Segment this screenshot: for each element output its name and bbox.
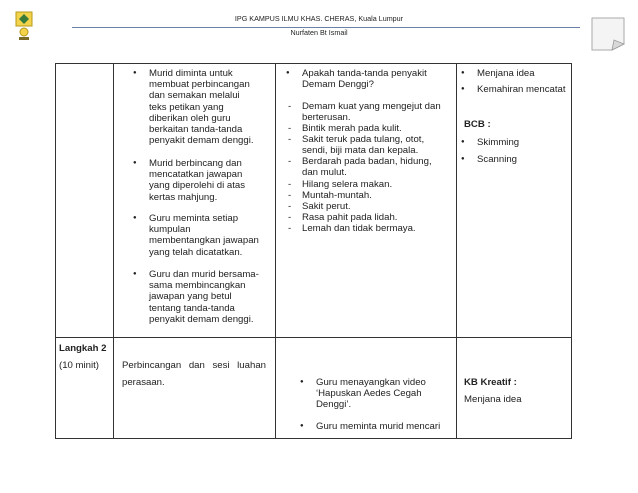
text-line: ● Apakah tanda-tanda penyakit [302,68,427,79]
text-line: ‘Hapuskan Aedes Cegah [316,388,422,400]
bcb-bullet: ● Scanning [477,154,517,165]
text-line: diberikan oleh guru [149,112,231,124]
text-line: berkaitan tanda-tanda [149,124,243,136]
text-line: yang diperolehi di atas [149,180,246,192]
text-line: - Sakit perut. [302,201,351,212]
symptom-item [302,223,416,234]
text-line: - Lemah dan tidak bermaya. [302,223,416,234]
symptom-item [302,212,397,223]
text-line: - Sakit teruk pada tulang, otot, [302,134,425,145]
text-line: jawapan yang betul [149,291,232,303]
column-divider [113,64,114,438]
symptom-item [302,101,441,123]
text-line: teks petikan yang [149,101,224,113]
activity-bullet [149,158,245,203]
content-bullet [316,377,426,411]
text-line: ● Guru dan murid bersama- [149,269,259,280]
skill-bullet: ● Menjana idea [477,68,535,79]
header-institution: IPG KAMPUS ILMU KHAS. CHERAS, Kuala Lumpur [234,14,404,23]
text-line: tentang tanda-tanda [149,302,235,314]
text-line: - Bintik merah pada kulit. [302,123,402,134]
step-title: Langkah 2 [59,343,107,354]
row-divider [56,337,571,338]
text-line: ● Guru meminta murid mencari [316,421,441,432]
text-line: membentangkan jawapan [149,235,259,247]
text-line: Denggi’. [316,399,352,411]
text-line: ● Guru menayangkan video [316,377,426,388]
page-curl-icon [588,14,628,54]
text-line: sendi, biji mata dan kepala. [302,145,419,157]
text-line: membuat perbincangan [149,79,250,91]
lesson-plan-table [55,63,572,439]
content-question [302,68,427,90]
activity-text: perasaan. [122,377,165,388]
page-header [0,14,638,37]
text-line: yang telah dicatatkan. [149,246,243,258]
symptom-item [302,201,351,212]
text-line: - Muntah-muntah. [302,190,372,201]
symptom-item [302,156,432,178]
kb-heading: KB Kreatif : [464,377,517,388]
symptom-item [302,134,424,156]
activity-bullet [149,68,254,146]
text-line: ● Murid diminta untuk [149,68,233,79]
bcb-bullet: ● Skimming [477,137,519,148]
text-line: kumpulan [149,224,191,236]
activity-text: Perbincangan dan sesi luahan [122,360,266,371]
text-line: kertas mahjung. [149,191,218,203]
text-line: dan semakan melalui [149,90,240,102]
text-line: penyakit demam denggi. [149,135,254,147]
text-line: ● Murid berbincang dan [149,158,242,169]
text-line: - Berdarah pada badan, hidung, [302,156,432,167]
text-line: penyakit demam denggi. [149,313,254,325]
kb-text: Menjana idea [464,394,522,405]
column-divider [456,64,457,438]
symptom-item [302,179,392,190]
text-line: dan mulut. [302,167,347,179]
text-line: berterusan. [302,112,351,124]
text-line: Demam Denggi? [302,79,374,91]
activity-bullet [149,213,259,258]
header-divider [72,27,580,28]
text-line: - Demam kuat yang mengejut dan [302,101,441,112]
step-time: (10 minit) [59,360,99,371]
text-line: - Rasa pahit pada lidah. [302,212,398,223]
symptom-item [302,190,372,201]
text-line: - Hilang selera makan. [302,179,393,190]
activity-bullet [149,269,259,325]
bcb-heading: BCB : [464,119,491,130]
text-line: sama membincangkan [149,280,246,292]
content-bullet [316,421,440,432]
column-divider [275,64,276,438]
text-line: ● Guru meminta setiap [149,213,239,224]
symptom-item [302,123,402,134]
skill-bullet: ● Kemahiran mencatat [477,84,566,95]
text-line: mencatatkan jawapan [149,169,243,181]
header-author: Nurfaten Bt Ismail [290,28,348,37]
